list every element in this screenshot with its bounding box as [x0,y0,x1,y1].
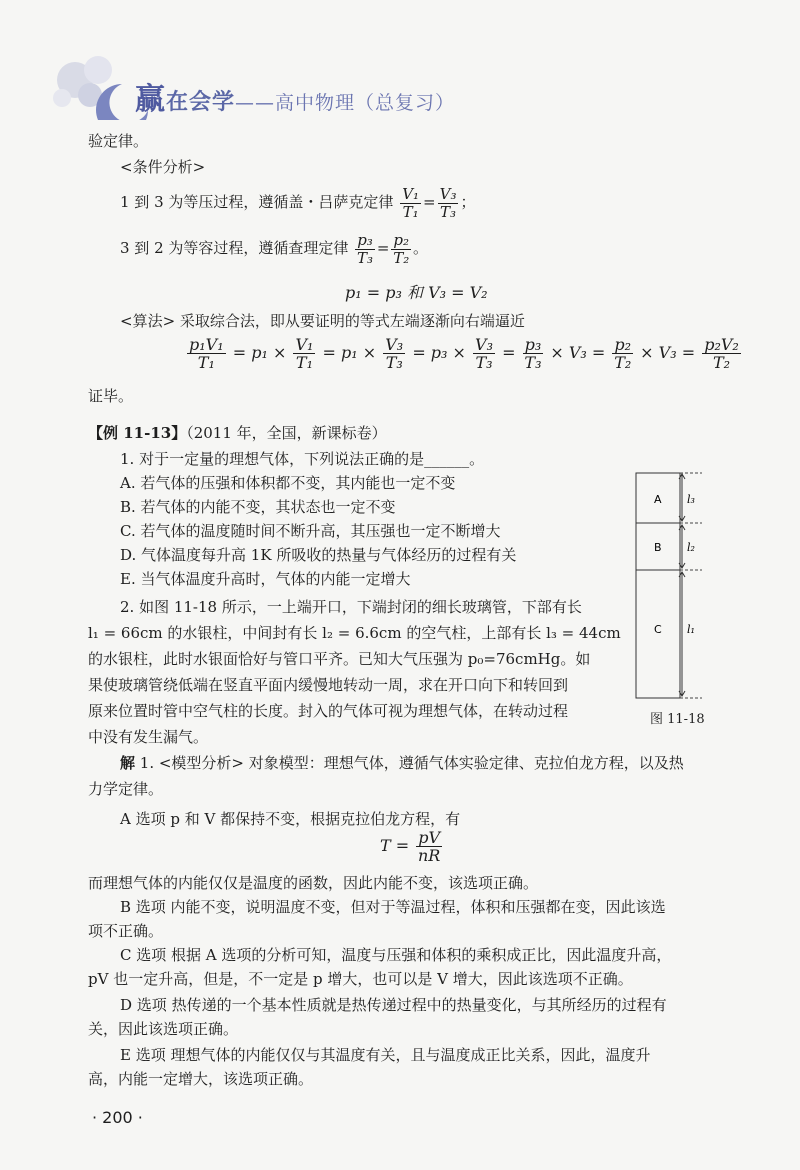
example-title: 【例 11-13】 [88,424,187,442]
numerator: V₃ [439,184,457,203]
option-d: D. 气体温度每升高 1K 所吸收的热量与气体经历的过程有关 [120,546,517,564]
operator: = p₁ × [322,343,377,362]
numerator: V₃ [475,335,494,354]
equals: = [423,193,436,211]
solution-line: 项不正确。 [88,922,164,940]
operator: × V₃ = [640,343,696,362]
solution-option-a: A 选项 p 和 V 都保持不变，根据克拉伯龙方程，有 [120,810,461,828]
fraction [416,829,442,864]
fraction [473,336,495,371]
fraction [383,336,405,371]
numerator: pV [418,828,441,847]
denominator: T₂ [393,248,410,267]
fraction [702,336,741,371]
solution-option-b: B 选项 内能不变，说明温度不变，但对于等温过程，体积和压强都在变，因此该选 [120,898,666,916]
operator: = [502,343,516,362]
brand-subtitle: ——高中物理（总复习） [235,92,456,114]
operator: = p₃ × [412,343,466,362]
brand-rest: 在会学 [166,90,236,115]
solution-label: 解 [120,754,136,772]
question-line: 中没有发生漏气。 [88,728,209,746]
equation-p1p3: p₁ = p₃ 和 V₃ = V₂ [345,283,488,302]
punct: ； [460,193,476,211]
denominator: T₂ [614,353,632,372]
numerator: V₃ [385,335,404,354]
operator: T = [380,836,410,855]
solution-line: 而理想气体的内能仅仅是温度的函数，因此内能不变，该选项正确。 [88,874,539,892]
fraction [612,336,633,371]
question-line: l₁ = 66cm 的水银柱，中间封有长 l₂ = 6.6cm 的空气柱，上部有长 l₃ = 44cm [88,624,621,642]
numerator: V₁ [295,335,314,354]
denominator: T₁ [295,353,313,372]
brand-char: 赢 [135,82,166,117]
operator: = p₁ × [232,343,287,362]
equation-line [120,228,428,268]
numerator: p₂ [393,230,410,249]
example-heading [88,422,387,444]
label-l3: l₃ [687,493,695,506]
question-line: 1. 对于一定量的理想气体，下列说法正确的是______。 [120,450,485,468]
numerator: p₂V₂ [704,335,739,354]
option-e: E. 当气体温度升高时，气体的内能一定增大 [120,570,411,588]
denominator: T₁ [197,353,215,372]
denominator: T₃ [385,353,403,372]
equation-T [380,826,444,866]
fraction [438,186,459,221]
fraction [187,336,226,371]
tube-figure [620,455,720,725]
label-a: A [654,493,662,506]
numerator: p₃ [357,230,373,249]
text-line: <条件分析> [120,158,206,176]
question-line: 2. 如图 11-18 所示，一上端开口，下端封闭的细长玻璃管，下部有长 [120,598,582,616]
label-c: C [654,623,662,636]
numerator: p₃ [524,335,542,354]
solution-option-c: C 选项 根据 A 选项的分析可知，温度与压强和体积的乘积成正比，因此温度升高， [120,946,672,964]
label-l2: l₂ [687,541,695,554]
fraction [293,336,315,371]
operator: × V₃ = [550,343,606,362]
option-b: B. 若气体的内能不变，其状态也一定不变 [120,498,396,516]
text-fragment: 3 到 2 为等容过程，遵循查理定律 [120,239,349,257]
solution-line [120,752,684,774]
brand-title [135,74,455,118]
option-c: C. 若气体的温度随时间不断升高，其压强也一定不断增大 [120,522,501,540]
text-line: 证毕。 [88,387,134,405]
page-number: · 200 · [92,1108,143,1127]
question-line: 的水银柱，此时水银面恰好与管口平齐。已知大气压强为 p₀=76cmHg。如 [88,650,591,668]
denominator: nR [417,846,441,865]
text-line: <算法> 采取综合法，即从要证明的等式左端逐渐向右端逼近 [120,312,525,330]
denominator: T₃ [356,248,374,267]
text-fragment: 1 到 3 为等压过程，遵循盖・吕萨克定律 [120,193,394,211]
example-source: （2011 年，全国，新课标卷） [186,424,387,442]
numerator: p₂ [614,335,632,354]
fraction [355,232,375,267]
solution-option-e: E 选项 理想气体的内能仅仅与其温度有关，且与温度成正比关系，因此，温度升 [120,1046,651,1064]
text-line: 验定律。 [88,132,149,150]
page-header [40,40,500,120]
solution-line: 高，内能一定增大，该选项正确。 [88,1070,314,1088]
figure-caption: 图 11-18 [650,712,705,727]
label-l1: l₁ [687,623,695,636]
question-line: 果使玻璃管绕低端在竖直平面内缓慢地转动一周，求在开口向下和转回到 [88,676,569,694]
denominator: T₁ [402,202,419,221]
question-line: 原来位置时管中空气柱的长度。封入的气体可视为理想气体，在转动过程 [88,702,569,720]
denominator: T₂ [712,353,731,372]
solution-line: 关，因此该选项正确。 [88,1020,239,1038]
option-a: A. 若气体的压强和体积都不变，其内能也一定不变 [120,474,456,492]
equation-chain [185,333,743,373]
denominator: T₃ [475,353,493,372]
fraction [523,336,544,371]
solution-option-d: D 选项 热传递的一个基本性质就是热传递过程中的热量变化，与其所经历的过程有 [120,996,667,1014]
denominator: T₃ [524,353,542,372]
solution-text: 1. <模型分析> 对象模型：理想气体，遵循气体实验定律、克拉伯龙方程，以及热 [135,754,684,772]
solution-line: pV 也一定升高，但是，不一定是 p 增大，也可以是 V 增大，因此该选项不正确。 [88,970,633,988]
numerator: V₁ [402,184,420,203]
fraction [391,232,411,267]
numerator: p₁V₁ [189,335,224,354]
equals: = [376,239,390,257]
fraction [400,186,421,221]
denominator: T₃ [440,202,457,221]
solution-line: 力学定律。 [88,780,164,798]
equation-line [120,182,476,222]
punct: 。 [413,239,429,257]
label-b: B [654,541,662,554]
